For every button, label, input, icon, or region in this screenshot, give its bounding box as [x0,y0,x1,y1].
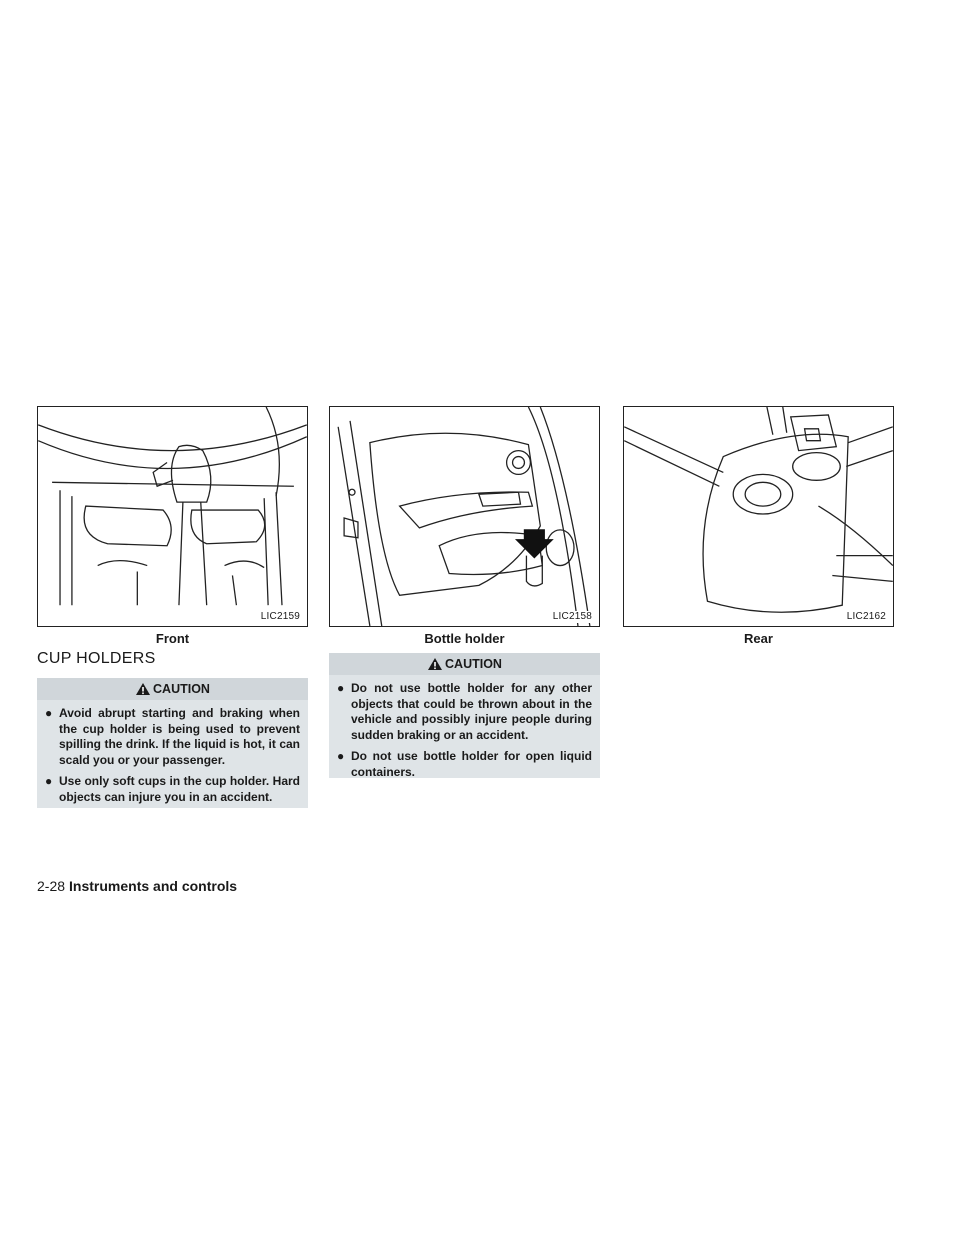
caution-label: CAUTION [153,682,210,696]
figure-code: LIC2158 [552,611,592,622]
caution-item-text: Avoid abrupt starting and braking when the cup holder is being used to prevent spilling the drink. If the liquid is hot, it can scald you or your passenger. [59,706,300,767]
caution-box-bottle-holder [329,653,600,778]
figure-code: LIC2162 [846,611,886,622]
caution-item-text: Use only soft cups in the cup holder. Hard objects can injure you in an accident. [59,774,300,804]
caution-label: CAUTION [445,657,502,671]
figure-rear [623,406,894,627]
front-cup-holder-illustration [38,407,307,626]
bullet-icon: ● [45,774,53,788]
warning-triangle-icon [135,682,151,696]
figure-front [37,406,308,627]
figure-caption-front: Front [155,631,190,646]
caution-item [337,681,592,743]
caution-item-text: Do not use bottle holder for any other objects that could be thrown about in the vehicle and possibly injure people during sudden braking or an accident. [351,681,592,742]
bullet-icon: ● [45,706,53,720]
bullet-icon: ● [337,681,345,695]
caution-item [45,706,300,768]
page-footer [37,878,237,894]
footer-section-name: Instruments and controls [69,878,238,894]
caution-item-text: Do not use bottle holder for open liquid containers. [351,749,592,779]
warning-triangle-icon [427,657,443,671]
figure-caption-bottle-holder: Bottle holder [424,631,505,646]
bottle-holder-illustration [330,407,599,626]
section-title: CUP HOLDERS [37,650,156,667]
caution-item [45,774,300,805]
figure-code: LIC2159 [260,611,300,622]
caution-item [337,749,592,780]
figure-bottle-holder [329,406,600,627]
bullet-icon: ● [337,749,345,763]
page-number: 2-28 [37,878,66,894]
rear-cup-holder-illustration [624,407,893,626]
caution-header [37,678,308,700]
caution-box-cup-holders [37,678,308,808]
caution-header [329,653,600,675]
figure-caption-rear: Rear [744,631,773,646]
